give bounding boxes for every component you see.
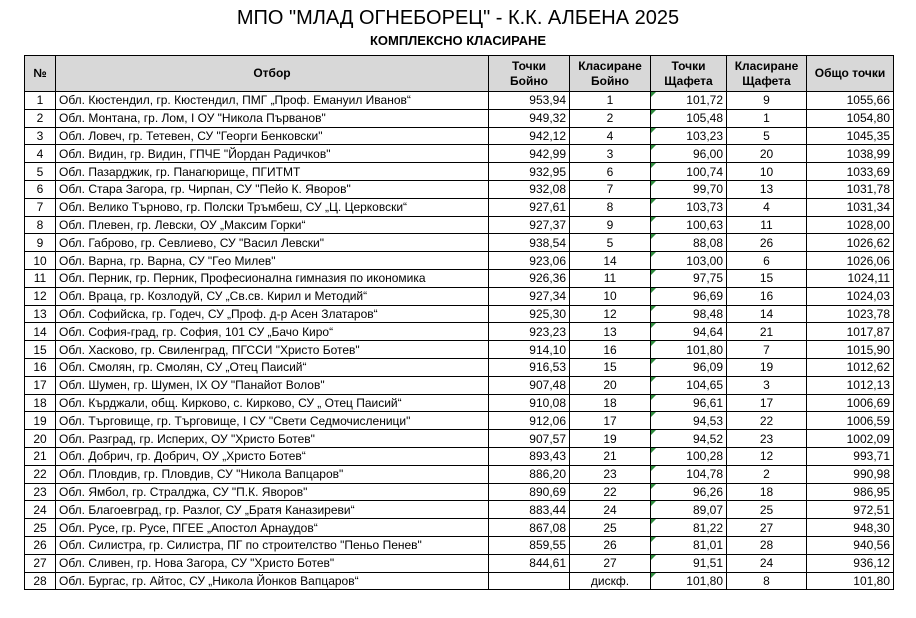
cell-relay-rank: 17 [727,394,807,412]
cell-relay-rank: 8 [727,572,807,590]
cell-combat-points: 893,43 [489,447,570,465]
table-row [25,376,894,394]
cell-combat-rank: 3 [570,145,651,163]
cell-combat-rank: 17 [570,412,651,430]
cell-num: 4 [25,145,56,163]
cell-relay-points: 89,07 [651,501,727,519]
cell-num: 12 [25,287,56,305]
cell-combat-points: 932,08 [489,180,570,198]
table-row [25,501,894,519]
cell-num: 11 [25,269,56,287]
page-subtitle: КОМПЛЕКСНО КЛАСИРАНЕ [369,33,547,48]
cell-combat-rank: дискф. [570,572,651,590]
cell-combat-points: 925,30 [489,305,570,323]
cell-num: 9 [25,234,56,252]
cell-team: Обл. Ловеч, гр. Тетевен, СУ "Георги Бенковски" [56,127,489,145]
cell-num: 28 [25,572,56,590]
table-row [25,358,894,376]
cell-num: 27 [25,554,56,572]
cell-combat-rank: 23 [570,465,651,483]
cell-total: 1026,62 [807,234,894,252]
cell-relay-rank: 10 [727,163,807,181]
cell-relay-points: 103,00 [651,252,727,270]
cell-team: Обл. Габрово, гр. Севлиево, СУ "Васил Левски" [56,234,489,252]
cell-combat-points: 942,99 [489,145,570,163]
cell-combat-rank: 15 [570,358,651,376]
cell-relay-rank: 14 [727,305,807,323]
cell-total: 990,98 [807,465,894,483]
cell-num: 22 [25,465,56,483]
cell-combat-rank: 19 [570,430,651,448]
cell-team: Обл. Силистра, гр. Силистра, ПГ по строителство "Пеньо Пенев" [56,536,489,554]
cell-team: Обл. Търговище, гр. Търговище, I СУ "Свети Седмочисленици" [56,412,489,430]
cell-num: 6 [25,180,56,198]
cell-total: 1015,90 [807,341,894,359]
table-row [25,287,894,305]
cell-num: 5 [25,163,56,181]
cell-combat-points: 932,95 [489,163,570,181]
table-row [25,412,894,430]
cell-total: 1054,80 [807,109,894,127]
cell-combat-points: 916,53 [489,358,570,376]
cell-combat-rank: 20 [570,376,651,394]
table-row [25,180,894,198]
results-table [24,55,894,590]
cell-total: 986,95 [807,483,894,501]
header-relay-rank: Класиране Щафета [727,56,807,92]
cell-relay-rank: 24 [727,554,807,572]
cell-combat-rank: 4 [570,127,651,145]
cell-relay-points: 101,80 [651,341,727,359]
cell-num: 25 [25,519,56,537]
cell-combat-points: 938,54 [489,234,570,252]
cell-total: 948,30 [807,519,894,537]
cell-combat-points: 867,08 [489,519,570,537]
cell-combat-rank: 27 [570,554,651,572]
table-row [25,519,894,537]
table-row [25,127,894,145]
cell-num: 7 [25,198,56,216]
cell-team: Обл. Плевен, гр. Левски, ОУ „Максим Горки“ [56,216,489,234]
cell-relay-points: 97,75 [651,269,727,287]
cell-combat-points: 923,23 [489,323,570,341]
cell-combat-rank: 22 [570,483,651,501]
cell-total: 1012,13 [807,376,894,394]
header-relay-points: Точки Щафета [651,56,727,92]
cell-relay-points: 94,53 [651,412,727,430]
cell-relay-points: 94,52 [651,430,727,448]
cell-combat-rank: 10 [570,287,651,305]
table-row [25,109,894,127]
cell-team: Обл. Благоевград, гр. Разлог, СУ „Братя Каназиреви“ [56,501,489,519]
cell-relay-points: 103,23 [651,127,727,145]
cell-team: Обл. Ямбол, гр. Стралджа, СУ "П.К. Яворов" [56,483,489,501]
cell-relay-rank: 1 [727,109,807,127]
cell-relay-points: 100,63 [651,216,727,234]
cell-team: Обл. Кърджали, общ. Кирково, с. Кирково, СУ „ Отец Паисий“ [56,394,489,412]
cell-total: 1028,00 [807,216,894,234]
cell-team: Обл. Варна, гр. Варна, СУ "Гео Милев" [56,252,489,270]
cell-relay-points: 88,08 [651,234,727,252]
cell-team: Обл. Монтана, гр. Лом, I ОУ "Никола Първанов" [56,109,489,127]
cell-team: Обл. Стара Загора, гр. Чирпан, СУ "Пейо К. Яворов" [56,180,489,198]
cell-relay-rank: 4 [727,198,807,216]
cell-relay-rank: 6 [727,252,807,270]
table-row [25,483,894,501]
cell-total: 1023,78 [807,305,894,323]
cell-team: Обл. Пазарджик, гр. Панагюрище, ПГИТМТ [56,163,489,181]
cell-combat-points: 912,06 [489,412,570,430]
cell-relay-rank: 21 [727,323,807,341]
cell-relay-points: 96,09 [651,358,727,376]
cell-total: 993,71 [807,447,894,465]
cell-relay-rank: 22 [727,412,807,430]
table-body [25,92,894,590]
cell-team: Обл. Разград, гр. Исперих, ОУ "Христо Ботев" [56,430,489,448]
cell-team: Обл. Пловдив, гр. Пловдив, СУ "Никола Вапцаров" [56,465,489,483]
cell-relay-rank: 27 [727,519,807,537]
cell-team: Обл. Софийска, гр. Годеч, СУ „Проф. д-р Асен Златаров“ [56,305,489,323]
cell-relay-rank: 15 [727,269,807,287]
cell-relay-rank: 28 [727,536,807,554]
cell-num: 10 [25,252,56,270]
cell-total: 101,80 [807,572,894,590]
cell-combat-rank: 18 [570,394,651,412]
cell-relay-rank: 23 [727,430,807,448]
cell-team: Обл. Враца, гр. Козлодуй, СУ „Св.св. Кирил и Методий“ [56,287,489,305]
cell-combat-rank: 2 [570,109,651,127]
cell-num: 23 [25,483,56,501]
cell-team: Обл. Бургас, гр. Айтос, СУ „Никола Йонков Вапцаров“ [56,572,489,590]
cell-combat-points: 859,55 [489,536,570,554]
cell-team: Обл. Велико Търново, гр. Полски Тръмбеш, СУ „Ц. Церковски“ [56,198,489,216]
cell-relay-points: 103,73 [651,198,727,216]
cell-num: 20 [25,430,56,448]
cell-relay-rank: 26 [727,234,807,252]
cell-num: 15 [25,341,56,359]
cell-combat-rank: 16 [570,341,651,359]
cell-combat-rank: 5 [570,234,651,252]
cell-total: 1055,66 [807,92,894,110]
cell-relay-points: 96,61 [651,394,727,412]
cell-relay-points: 101,80 [651,572,727,590]
cell-num: 24 [25,501,56,519]
cell-combat-points: 886,20 [489,465,570,483]
cell-combat-points: 914,10 [489,341,570,359]
cell-combat-rank: 12 [570,305,651,323]
cell-combat-rank: 7 [570,180,651,198]
cell-team: Обл. Шумен, гр. Шумен, IX ОУ "Панайот Волов" [56,376,489,394]
header-total: Общо точки [807,56,894,92]
cell-combat-points: 949,32 [489,109,570,127]
cell-relay-points: 96,69 [651,287,727,305]
table-row [25,163,894,181]
cell-combat-rank: 6 [570,163,651,181]
table-row [25,394,894,412]
cell-total: 1026,06 [807,252,894,270]
cell-total: 1024,03 [807,287,894,305]
cell-total: 1012,62 [807,358,894,376]
cell-total: 1002,09 [807,430,894,448]
cell-relay-points: 91,51 [651,554,727,572]
cell-team: Обл. Добрич, гр. Добрич, ОУ „Христо Ботев“ [56,447,489,465]
cell-relay-points: 81,22 [651,519,727,537]
table-row [25,252,894,270]
cell-relay-rank: 13 [727,180,807,198]
cell-relay-rank: 20 [727,145,807,163]
cell-num: 8 [25,216,56,234]
table-row [25,305,894,323]
table-row [25,269,894,287]
cell-team: Обл. Видин, гр. Видин, ГПЧЕ "Йордан Радичков" [56,145,489,163]
cell-team: Обл. Русе, гр. Русе, ПГЕЕ „Апостол Арнаудов“ [56,519,489,537]
cell-relay-rank: 12 [727,447,807,465]
cell-combat-points: 907,48 [489,376,570,394]
cell-relay-points: 100,74 [651,163,727,181]
cell-team: Обл. София-град, гр. София, 101 СУ „Бачо Киро“ [56,323,489,341]
cell-total: 1017,87 [807,323,894,341]
cell-combat-points: 942,12 [489,127,570,145]
table-row [25,341,894,359]
cell-combat-points: 953,94 [489,92,570,110]
cell-relay-rank: 7 [727,341,807,359]
cell-total: 1024,11 [807,269,894,287]
table-row [25,536,894,554]
cell-relay-points: 101,72 [651,92,727,110]
cell-relay-rank: 3 [727,376,807,394]
cell-team: Обл. Хасково, гр. Свиленград, ПГССИ "Христо Ботев" [56,341,489,359]
table-row [25,234,894,252]
cell-relay-rank: 11 [727,216,807,234]
cell-combat-points: 890,69 [489,483,570,501]
header-combat-rank: Класиране Бойно [570,56,651,92]
cell-relay-points: 94,64 [651,323,727,341]
header-combat-points: Точки Бойно [489,56,570,92]
cell-num: 13 [25,305,56,323]
cell-combat-points: 907,57 [489,430,570,448]
cell-relay-points: 99,70 [651,180,727,198]
cell-team: Обл. Смолян, гр. Смолян, СУ „Отец Паисий“ [56,358,489,376]
table-row [25,216,894,234]
cell-num: 19 [25,412,56,430]
table-header-row [25,56,894,92]
cell-num: 18 [25,394,56,412]
cell-relay-points: 104,78 [651,465,727,483]
table-row [25,465,894,483]
cell-relay-rank: 18 [727,483,807,501]
cell-relay-rank: 19 [727,358,807,376]
cell-relay-points: 100,28 [651,447,727,465]
cell-combat-points: 926,36 [489,269,570,287]
cell-combat-rank: 26 [570,536,651,554]
cell-num: 26 [25,536,56,554]
cell-num: 2 [25,109,56,127]
cell-total: 1006,59 [807,412,894,430]
cell-combat-rank: 13 [570,323,651,341]
cell-relay-points: 98,48 [651,305,727,323]
cell-combat-points: 844,61 [489,554,570,572]
table-row [25,572,894,590]
cell-combat-points: 927,34 [489,287,570,305]
cell-relay-points: 81,01 [651,536,727,554]
cell-num: 17 [25,376,56,394]
cell-combat-rank: 9 [570,216,651,234]
cell-relay-points: 104,65 [651,376,727,394]
cell-relay-rank: 2 [727,465,807,483]
cell-relay-rank: 9 [727,92,807,110]
cell-num: 14 [25,323,56,341]
cell-combat-points: 910,08 [489,394,570,412]
header-team: Отбор [56,56,489,92]
cell-relay-rank: 16 [727,287,807,305]
cell-relay-points: 96,00 [651,145,727,163]
cell-combat-points: 927,37 [489,216,570,234]
cell-team: Обл. Сливен, гр. Нова Загора, СУ "Христо Ботев" [56,554,489,572]
cell-total: 972,51 [807,501,894,519]
cell-total: 1031,78 [807,180,894,198]
cell-num: 3 [25,127,56,145]
cell-relay-points: 96,26 [651,483,727,501]
cell-relay-rank: 5 [727,127,807,145]
cell-total: 1033,69 [807,163,894,181]
cell-combat-rank: 8 [570,198,651,216]
cell-total: 1045,35 [807,127,894,145]
cell-num: 1 [25,92,56,110]
table-row [25,145,894,163]
cell-combat-points: 927,61 [489,198,570,216]
table-row [25,198,894,216]
cell-team: Обл. Перник, гр. Перник, Професионална гимназия по икономика [56,269,489,287]
cell-combat-points: 883,44 [489,501,570,519]
table-row [25,92,894,110]
cell-combat-rank: 21 [570,447,651,465]
cell-combat-rank: 25 [570,519,651,537]
cell-team: Обл. Кюстендил, гр. Кюстендил, ПМГ „Проф. Емануил Иванов“ [56,92,489,110]
cell-total: 936,12 [807,554,894,572]
cell-combat-rank: 24 [570,501,651,519]
cell-num: 16 [25,358,56,376]
cell-combat-rank: 1 [570,92,651,110]
cell-total: 940,56 [807,536,894,554]
cell-total: 1031,34 [807,198,894,216]
cell-total: 1006,69 [807,394,894,412]
cell-combat-rank: 11 [570,269,651,287]
page-title: МПО "МЛАД ОГНЕБОРЕЦ" - К.К. АЛБЕНА 2025 [236,7,680,29]
cell-relay-points: 105,48 [651,109,727,127]
cell-combat-rank: 14 [570,252,651,270]
cell-num: 21 [25,447,56,465]
table-row [25,554,894,572]
table-row [25,323,894,341]
cell-relay-rank: 25 [727,501,807,519]
table-row [25,430,894,448]
table-row [25,447,894,465]
cell-combat-points: 923,06 [489,252,570,270]
cell-total: 1038,99 [807,145,894,163]
header-num: № [25,56,56,92]
cell-combat-points [489,572,570,590]
